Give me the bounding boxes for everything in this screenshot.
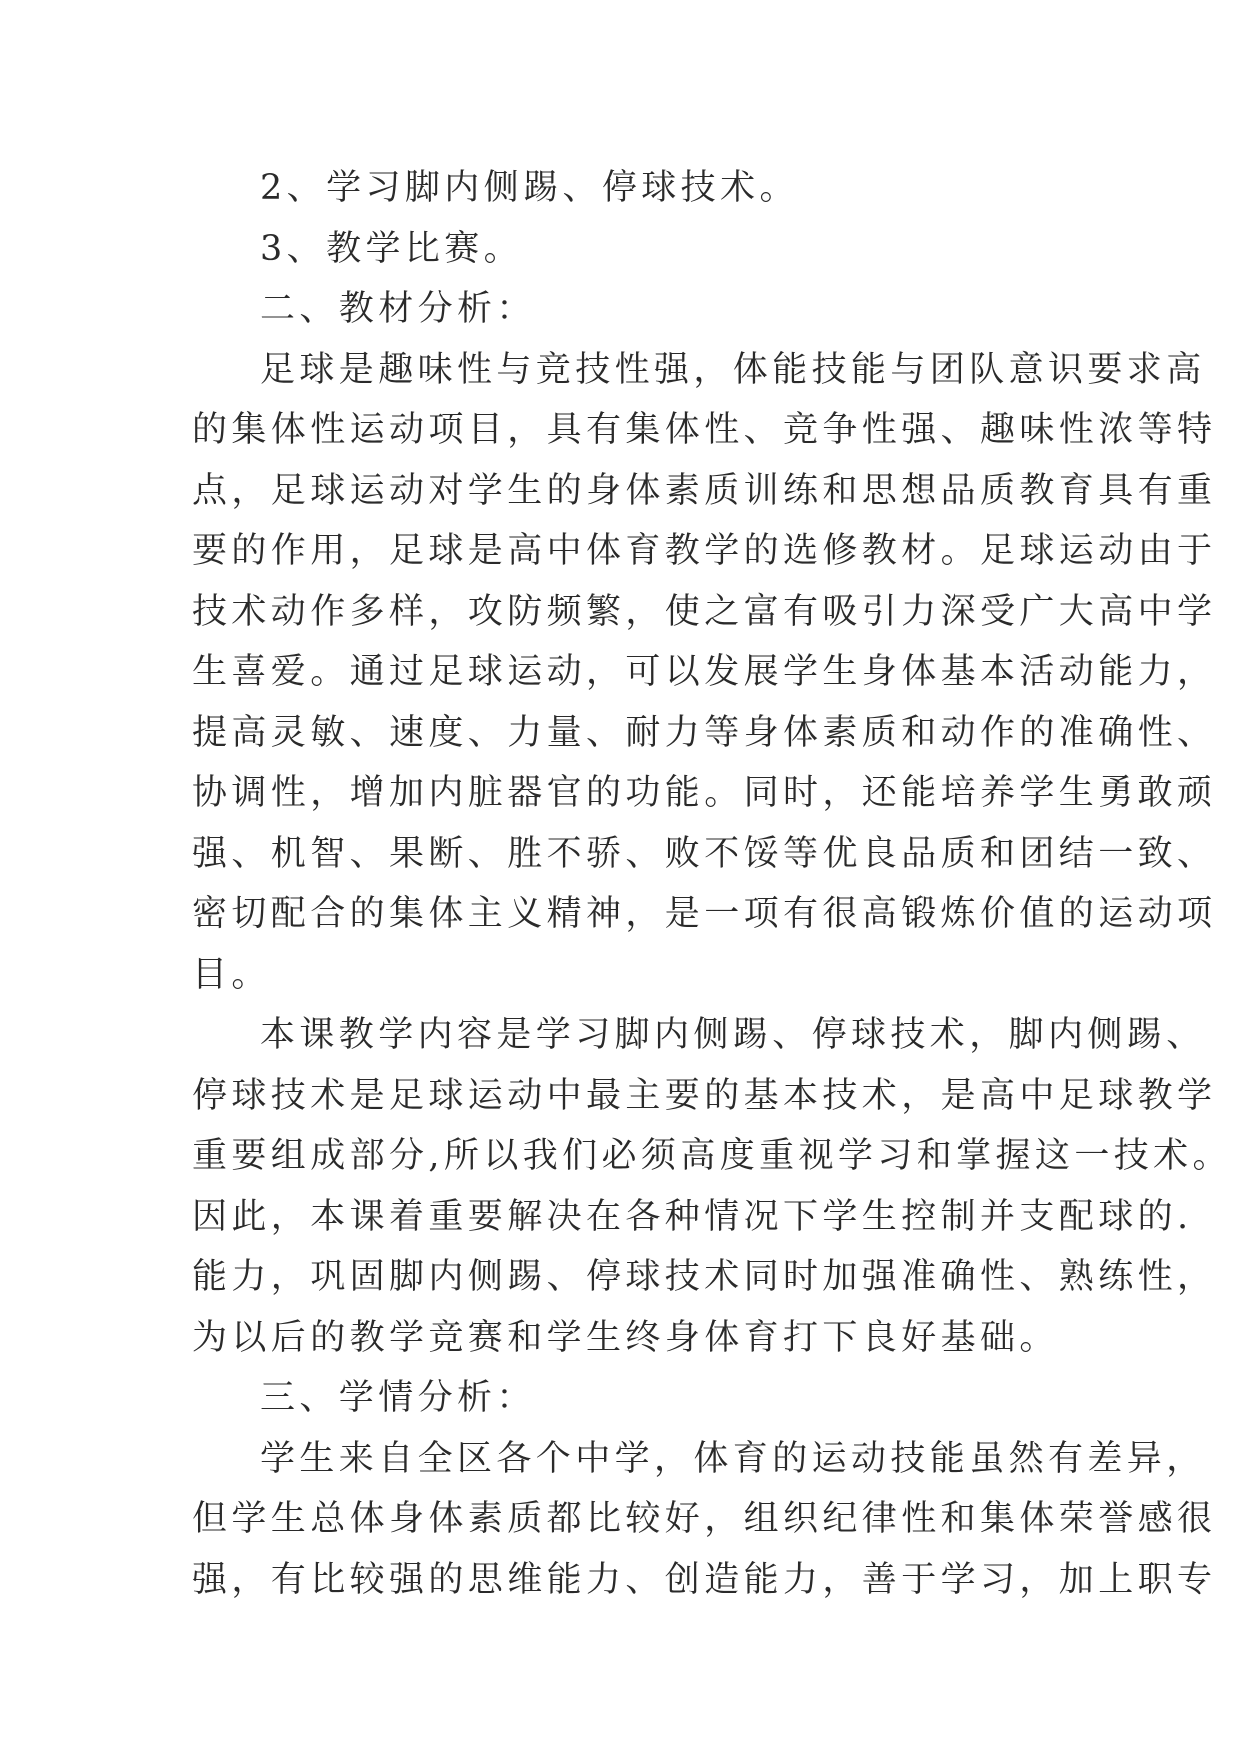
- paragraph-line: 强、机智、果断、胜不骄、败不馁等优良品质和团结一致、: [192, 833, 1217, 874]
- paragraph-line: 足球是趣味性与竞技性强，体能技能与团队意识要求高: [260, 349, 1206, 390]
- paragraph-line: 生喜爱。通过足球运动，可以发展学生身体基本活动能力，: [192, 652, 1217, 692]
- paragraph-line: 点，足球运动对学生的身体素质训练和思想品质教育具有重: [192, 470, 1217, 511]
- paragraph-line: 要的作用，足球是高中体育教学的选修教材。足球运动由于: [192, 531, 1217, 571]
- body-text: [192, 158, 1232, 1610]
- section-heading-learner-analysis: 三、学情分析：: [260, 1378, 536, 1418]
- paragraph-line: 的集体性运动项目，具有集体性、竞争性强、趣味性浓等特: [192, 410, 1217, 450]
- paragraph-line: 密切配合的集体主义精神，是一项有很高锻炼价值的运动项: [192, 894, 1217, 934]
- paragraph-line: 协调性，增加内脏器官的功能。同时，还能培养学生勇敢顽: [192, 773, 1217, 813]
- paragraph-line: 提高灵敏、速度、力量、耐力等身体素质和动作的准确性、: [192, 712, 1217, 753]
- paragraph-line: 为以后的教学竞赛和学生终身体育打下良好基础。: [192, 1317, 1059, 1358]
- paragraph-line: 重要组成部分,所以我们必须高度重视学习和掌握这一技术。: [192, 1136, 1232, 1176]
- paragraph-line: 目。: [192, 954, 271, 995]
- paragraph-line: 技术动作多样，攻防频繁，使之富有吸引力深受广大高中学: [192, 591, 1217, 632]
- list-item-2: 2、学习脚内侧踢、停球技术。: [260, 168, 799, 208]
- list-item-3: 3、教学比赛。: [260, 228, 524, 269]
- paragraph-line: 本课教学内容是学习脚内侧踢、停球技术，脚内侧踢、: [260, 1015, 1206, 1055]
- paragraph-line: 停球技术是足球运动中最主要的基本技术，是高中足球教学: [192, 1075, 1217, 1116]
- paragraph-line: 因此，本课着重要解决在各种情况下学生控制并支配球的.: [192, 1196, 1193, 1237]
- paragraph-line: 能力，巩固脚内侧踢、停球技术同时加强准确性、熟练性，: [192, 1257, 1217, 1297]
- paragraph-line: 强，有比较强的思维能力、创造能力，善于学习，加上职专: [192, 1559, 1217, 1600]
- paragraph-line: 学生来自全区各个中学，体育的运动技能虽然有差异，: [260, 1438, 1206, 1479]
- section-heading-material-analysis: 二、教材分析：: [260, 289, 536, 329]
- paragraph-line: 但学生总体身体素质都比较好，组织纪律性和集体荣誉感很: [192, 1499, 1217, 1539]
